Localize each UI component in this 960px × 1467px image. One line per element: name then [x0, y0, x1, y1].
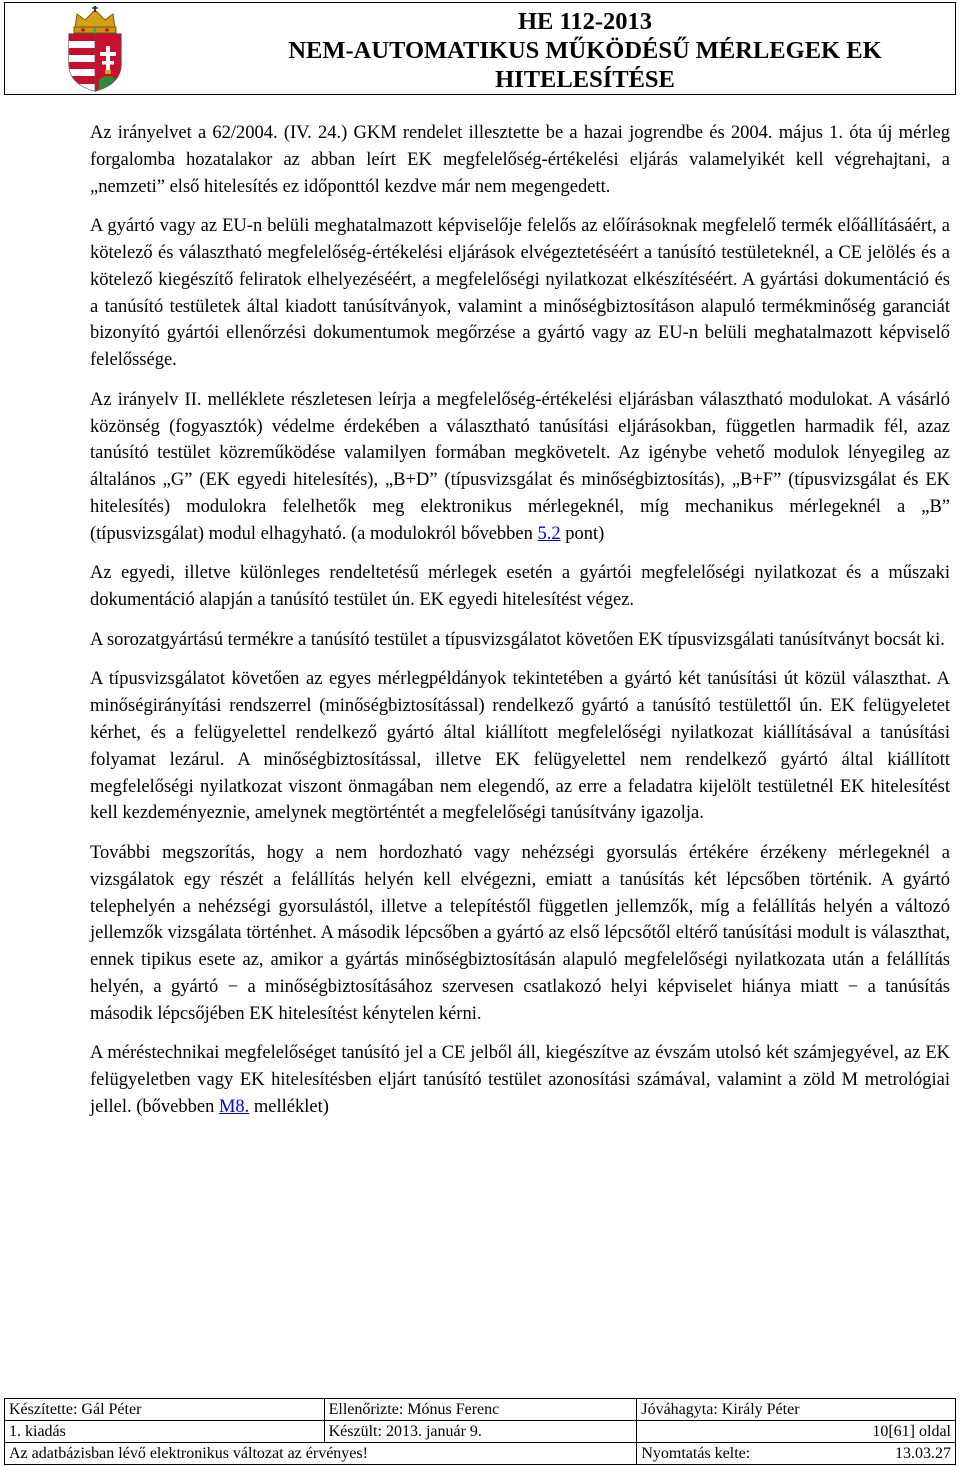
paragraph-2: A gyártó vagy az EU-n belüli meghatalmazott képviselője felelős az előírásoknak megfelelő termék előállításáért, a kötelező és választható megfelelőség-értékelési eljárások elvégeztetéséért a tanúsító testületeknél, a CE jelölés és a kötelező kiegészítő feliratok elhelyezéséért, a megfelelőségi nyilatkozat elkészítéséért. A gyártási dokumentáció és a tanúsító testületek által kiadott tanúsítványok, valamint a minőségbiztosításon alapuló termékminőség garanciát bizonyító gyártói ellenőrzési dokumentumok megőrzése a gyártó vagy az EU-n belüli meghatalmazott képviselő felelőssége. — [90, 216, 950, 371]
paragraph-5: A sorozatgyártású termékre a tanúsító testület a típusvizsgálatot követően EK típusvizsgálati tanúsítványt bocsát ki. — [90, 629, 945, 650]
paragraph-3-tail: pont) — [560, 523, 605, 544]
document-title — [215, 7, 955, 94]
paragraph-1: Az irányelvet a 62/2004. (IV. 24.) GKM rendelet illesztette be a hazai jogrendbe és 2004. május 1. óta új mérleg forgalomba hozatalakor az abban leírt EK megfelelőség-értékelési eljárás valamelyikét kell végrehajtani, a „nemzeti” első hitelesítés ez időponttól kezdve már nem megengedett. — [90, 123, 950, 197]
paragraph-7: További megszorítás, hogy a nem hordozható vagy nehézségi gyorsulás értékére érzékeny mérlegeknél a vizsgálatok egy részét a felállítás helyén kell elvégezni, emiatt a tanúsítás két lépcsőben történik. A gyártó telephelyén a nehézségi gyorsulástól, illetve a telepítéstől független jellemzők, míg a felállítás helyén a változó jellemzők vizsgálata történhet. A második lépcsőben a gyártó az első lépcsőtől eltérő tanúsítási modult is választhat, ennek tipikus esete az, amikor a gyártás minőségbiztosításán alapuló megfelelőségi nyilatkozata után a felállítás helyén, a gyártó − a minőségbiztosításához szervesen csatlakozó helyi képviselet hiánya miatt − a tanúsítás második lépcsőjében EK hitelesítést kénytelen kérni. — [90, 842, 950, 1024]
link-annex-m8[interactable]: M8. — [218, 1096, 250, 1117]
document-header — [4, 2, 956, 95]
title-line-3: HITELESÍTÉSE — [495, 66, 675, 93]
paragraph-8 — [90, 1040, 950, 1120]
hungarian-coat-of-arms-icon — [61, 6, 129, 92]
paragraph-6: A típusvizsgálatot követően az egyes mérlegpéldányok tekintetében a gyártó két tanúsítási út közül választhat. A minőségirányítási rendszerrel (minőségbiztosítással) rendelkező gyártó a tanúsító testülettől ún. EK felügyeletet kérhet, és a felügyelettel rendelkező gyártó által kiállított megfelelőségi nyilatkozat kiállításával a tanúsítási folyamat lezárul. A minőségbiztosítással, illetve EK felügyelettel nem rendelkező gyártó által kiállított megfelelőségi nyilatkozat viszont önmagában nem elegendő, az erre a feladatra kijelölt testületnél EK hitelesítést kell kezdeményeznie, amelynek megtörténtét a megfelelőségi tanúsítvány igazolja. — [90, 669, 950, 824]
title-line-1: HE 112-2013 — [517, 8, 653, 35]
title-line-2: NEM-AUTOMATIKUS MŰKÖDÉSŰ MÉRLEGEK EK — [288, 37, 882, 64]
link-section-5-2[interactable]: 5.2 — [537, 523, 561, 544]
document-footer — [4, 1398, 956, 1465]
footer-prepared-by: Készítette: Gál Péter — [5, 1399, 325, 1421]
footer-created: Készült: 2013. január 9. — [324, 1421, 637, 1443]
footer-print-date: 13.03.27 — [895, 1444, 951, 1462]
footer-edition: 1. kiadás — [5, 1421, 325, 1443]
footer-print-cell — [637, 1443, 956, 1465]
paragraph-4: Az egyedi, illetve különleges rendeltetésű mérlegek esetén a gyártói megfelelőségi nyilatkozat és a műszaki dokumentáció alapján a tanúsító testület ún. EK egyedi hitelesítést végez. — [90, 563, 950, 611]
paragraph-8-tail: melléklet) — [249, 1096, 329, 1117]
document-body — [90, 120, 950, 1133]
footer-approved-by: Jóváhagyta: Király Péter — [637, 1399, 956, 1421]
paragraph-8-text: A méréstechnikai megfelelőséget tanúsító jel a CE jelből áll, kiegészítve az évszám utolsó két számjegyével, az EK felügyeletben vagy EK hitelesítésben eljárt tanúsító testület azonosítási számával, valamint a zöld M metrológiai jellel. (bővebben — [90, 1043, 950, 1117]
footer-page-number: 10[61] oldal — [637, 1421, 956, 1443]
paragraph-3-text: Az irányelv II. melléklete részletesen leírja a megfelelőség-értékelési eljárásban választható modulokat. A vásárló közönség (fogyasztók) védelme érdekében a választható tanúsítási eljárásokban, független harmadik fél, azaz tanúsító testület közreműködése valamilyen formában megkövetelt. Az igénybe vehető modulok lényegileg az általános „G” (EK egyedi hitelesítés), „B+D” (típusvizsgálat és minőségbiztosítás), „B+F” (típusvizsgálat és EK hitelesítés) modulokra felelhetők meg elektronikus mérlegeknél, míg mechanikus mérlegeknél a „B” (típusvizsgálat) modul elhagyható. (a modulokról bővebben — [90, 389, 950, 544]
paragraph-3 — [90, 387, 950, 548]
footer-print-label: Nyomtatás kelte: — [641, 1444, 751, 1462]
footer-checked-by: Ellenőrizte: Mónus Ferenc — [324, 1399, 637, 1421]
footer-validity-note: Az adatbázisban lévő elektronikus változat az érvényes! — [5, 1443, 637, 1465]
